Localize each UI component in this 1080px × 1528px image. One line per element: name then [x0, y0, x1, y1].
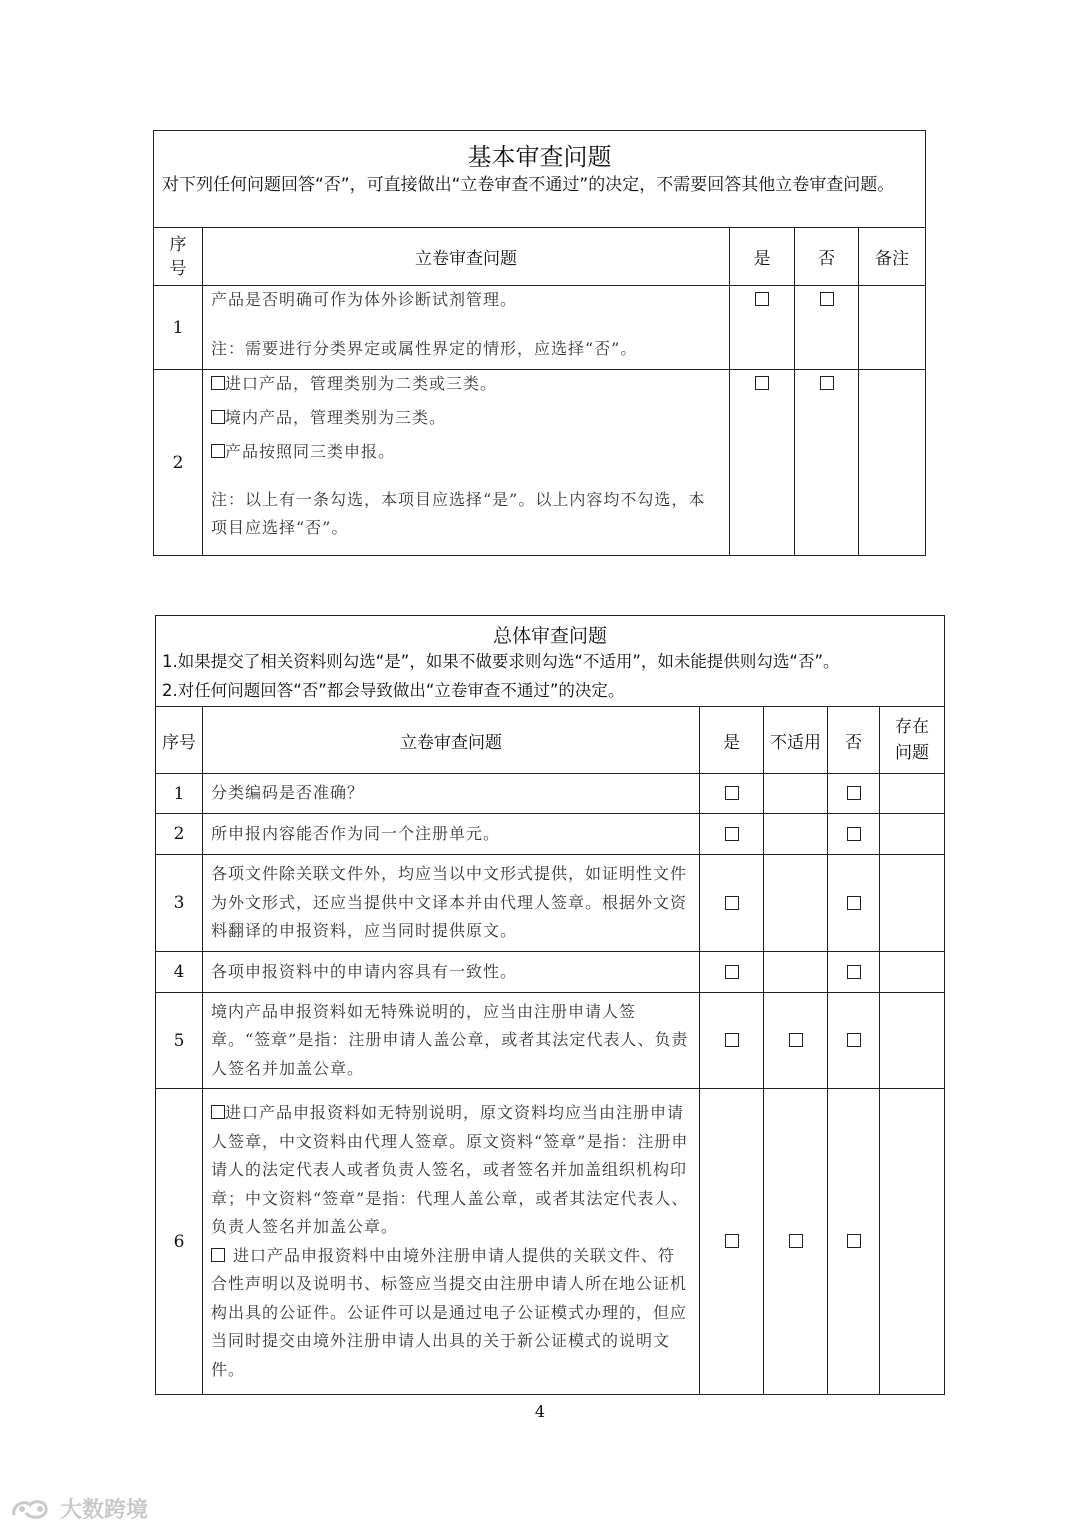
option-checkbox[interactable] — [211, 410, 225, 424]
no-checkbox[interactable] — [847, 786, 861, 800]
col-header-seq-line1: 序 — [169, 234, 187, 255]
question-text: 境内产品申报资料如无特殊说明的，应当由注册申请人签章。“签章”是指：注册申请人盖公章，或者其法定代表人、负责人签名并加盖公章。 — [203, 993, 700, 1089]
yes-cell — [730, 286, 795, 370]
row-number: 5 — [156, 993, 203, 1089]
col-header-seq: 序号 — [156, 707, 203, 774]
yes-checkbox[interactable] — [725, 896, 739, 910]
option-label: 进口产品申报资料如无特别说明，原文资料均应当由注册申请人签章，中文资料由代理人签章。原文资料“签章”是指：注册申请人的法定代表人或者负责人签名，或者签名并加盖组织机构印章；中文资料“签章”是指：代理人盖公章，或者其法定代表人、负责人签名并加盖公章。 — [211, 1103, 689, 1236]
option-label: 产品按照同三类申报。 — [225, 442, 396, 461]
general-review-intro-1: 1.如果提交了相关资料则勾选“是”，如果不做要求则勾选“不适用”，如未能提供则勾选“否”。 — [162, 652, 840, 671]
general-review-title: 总体审查问题 — [493, 625, 608, 647]
option-label: 进口产品，管理类别为二类或三类。 — [225, 374, 498, 393]
basic-review-header — [154, 131, 926, 228]
col-header-issue — [880, 707, 945, 774]
option-item — [211, 1242, 691, 1385]
no-checkbox[interactable] — [847, 827, 861, 841]
question-note: 注：需要进行分类界定或属性界定的情形，应选择“否”。 — [211, 338, 638, 358]
row-number: 2 — [156, 814, 203, 855]
table-row — [154, 370, 926, 556]
no-checkbox[interactable] — [820, 292, 834, 306]
option-item — [211, 1099, 691, 1242]
table-row — [156, 993, 945, 1089]
yes-cell — [700, 814, 764, 855]
no-cell — [828, 855, 880, 952]
watermark-text: 大数跨境 — [60, 1498, 149, 1523]
issue-cell[interactable] — [880, 993, 945, 1089]
question-text: 分类编码是否准确？ — [203, 774, 700, 814]
general-review-table — [155, 615, 945, 1395]
yes-checkbox[interactable] — [755, 292, 769, 306]
no-checkbox[interactable] — [847, 965, 861, 979]
general-review-header — [156, 616, 945, 707]
yes-checkbox[interactable] — [725, 1033, 739, 1047]
watermark-logo-icon — [10, 1495, 54, 1523]
basic-review-table — [153, 130, 926, 556]
yes-checkbox[interactable] — [725, 786, 739, 800]
na-cell — [764, 855, 828, 952]
basic-review-title: 基本审查问题 — [467, 143, 612, 171]
option-item — [211, 438, 721, 466]
yes-checkbox[interactable] — [755, 376, 769, 390]
table-row — [156, 952, 945, 993]
issue-cell[interactable] — [880, 855, 945, 952]
no-cell — [828, 814, 880, 855]
option-checkbox[interactable] — [211, 1105, 225, 1119]
no-cell — [828, 774, 880, 814]
na-cell — [764, 993, 828, 1089]
table-row — [154, 286, 926, 370]
row-number: 3 — [156, 855, 203, 952]
no-cell — [828, 1089, 880, 1395]
question-text: 各项申报资料中的申请内容具有一致性。 — [203, 952, 700, 993]
col-header-na: 不适用 — [764, 707, 828, 774]
row-number: 1 — [156, 774, 203, 814]
col-header-question: 立卷审查问题 — [203, 707, 700, 774]
row-number: 2 — [154, 370, 203, 556]
yes-cell — [700, 855, 764, 952]
na-cell — [764, 952, 828, 993]
col-header-seq — [154, 228, 203, 286]
table-row — [156, 774, 945, 814]
col-header-issue-line2: 问题 — [895, 743, 930, 763]
page-number: 4 — [534, 1402, 546, 1421]
table-row — [156, 855, 945, 952]
col-header-remark: 备注 — [859, 228, 926, 286]
general-review-intro-2: 2.对任何问题回答“否”都会导致做出“立卷审查不通过”的决定。 — [162, 681, 625, 700]
question-text: 产品是否明确可作为体外诊断试剂管理。 — [211, 290, 518, 309]
col-header-question: 立卷审查问题 — [203, 228, 730, 286]
col-header-no: 否 — [795, 228, 859, 286]
yes-cell — [700, 1089, 764, 1395]
yes-cell — [700, 774, 764, 814]
yes-cell — [700, 952, 764, 993]
question-cell — [203, 286, 730, 370]
issue-cell[interactable] — [880, 952, 945, 993]
yes-cell — [700, 993, 764, 1089]
no-checkbox[interactable] — [820, 376, 834, 390]
option-checkbox[interactable] — [211, 444, 225, 458]
col-header-issue-line1: 存在 — [895, 717, 930, 737]
na-cell — [764, 1089, 828, 1395]
col-header-no: 否 — [828, 707, 880, 774]
option-label: 进口产品申报资料中由境外注册申请人提供的关联文件、符合性声明以及说明书、标签应当提交由注册申请人所在地公证机构出具的公证件。公证件可以是通过电子公证模式办理的，但应当同时提交由境外注册申请人出具的关于新公证模式的说明文件。 — [211, 1245, 688, 1379]
no-cell — [828, 993, 880, 1089]
yes-checkbox[interactable] — [725, 1234, 739, 1248]
table-row — [156, 814, 945, 855]
table-row — [156, 1089, 945, 1395]
question-text: 所申报内容能否作为同一个注册单元。 — [203, 814, 700, 855]
na-cell — [764, 774, 828, 814]
question-note: 注：以上有一条勾选，本项目应选择“是”。以上内容均不勾选，本项目应选择“否”。 — [211, 490, 706, 537]
col-header-yes: 是 — [700, 707, 764, 774]
question-cell — [203, 1089, 700, 1395]
yes-checkbox[interactable] — [725, 965, 739, 979]
na-checkbox[interactable] — [789, 1033, 803, 1047]
no-cell — [795, 286, 859, 370]
question-cell — [203, 370, 730, 556]
issue-cell[interactable] — [880, 1089, 945, 1395]
no-cell — [795, 370, 859, 556]
question-text: 各项文件除关联文件外，均应当以中文形式提供，如证明性文件为外文形式，还应当提供中文译本并由代理人签章。根据外文资料翻译的申报资料，应当同时提供原文。 — [203, 855, 700, 952]
col-header-yes: 是 — [730, 228, 795, 286]
basic-review-intro: 对下列任何问题回答“否”，可直接做出“立卷审查不通过”的决定，不需要回答其他立卷审查问题。 — [162, 175, 895, 195]
no-checkbox[interactable] — [847, 1234, 861, 1248]
no-checkbox[interactable] — [847, 896, 861, 910]
remark-cell[interactable] — [859, 286, 926, 370]
option-checkbox[interactable] — [211, 1248, 225, 1262]
issue-cell[interactable] — [880, 774, 945, 814]
remark-cell[interactable] — [859, 370, 926, 556]
option-checkbox[interactable] — [211, 376, 225, 390]
no-checkbox[interactable] — [847, 1033, 861, 1047]
col-header-seq-line2: 号 — [169, 258, 187, 279]
issue-cell[interactable] — [880, 814, 945, 855]
option-item — [211, 370, 721, 398]
yes-cell — [730, 370, 795, 556]
no-cell — [828, 952, 880, 993]
row-number: 4 — [156, 952, 203, 993]
watermark — [10, 1493, 148, 1524]
na-cell — [764, 814, 828, 855]
option-label: 境内产品，管理类别为三类。 — [225, 408, 447, 427]
na-checkbox[interactable] — [789, 1234, 803, 1248]
row-number: 1 — [154, 286, 203, 370]
option-item — [211, 404, 721, 432]
row-number: 6 — [156, 1089, 203, 1395]
yes-checkbox[interactable] — [725, 827, 739, 841]
